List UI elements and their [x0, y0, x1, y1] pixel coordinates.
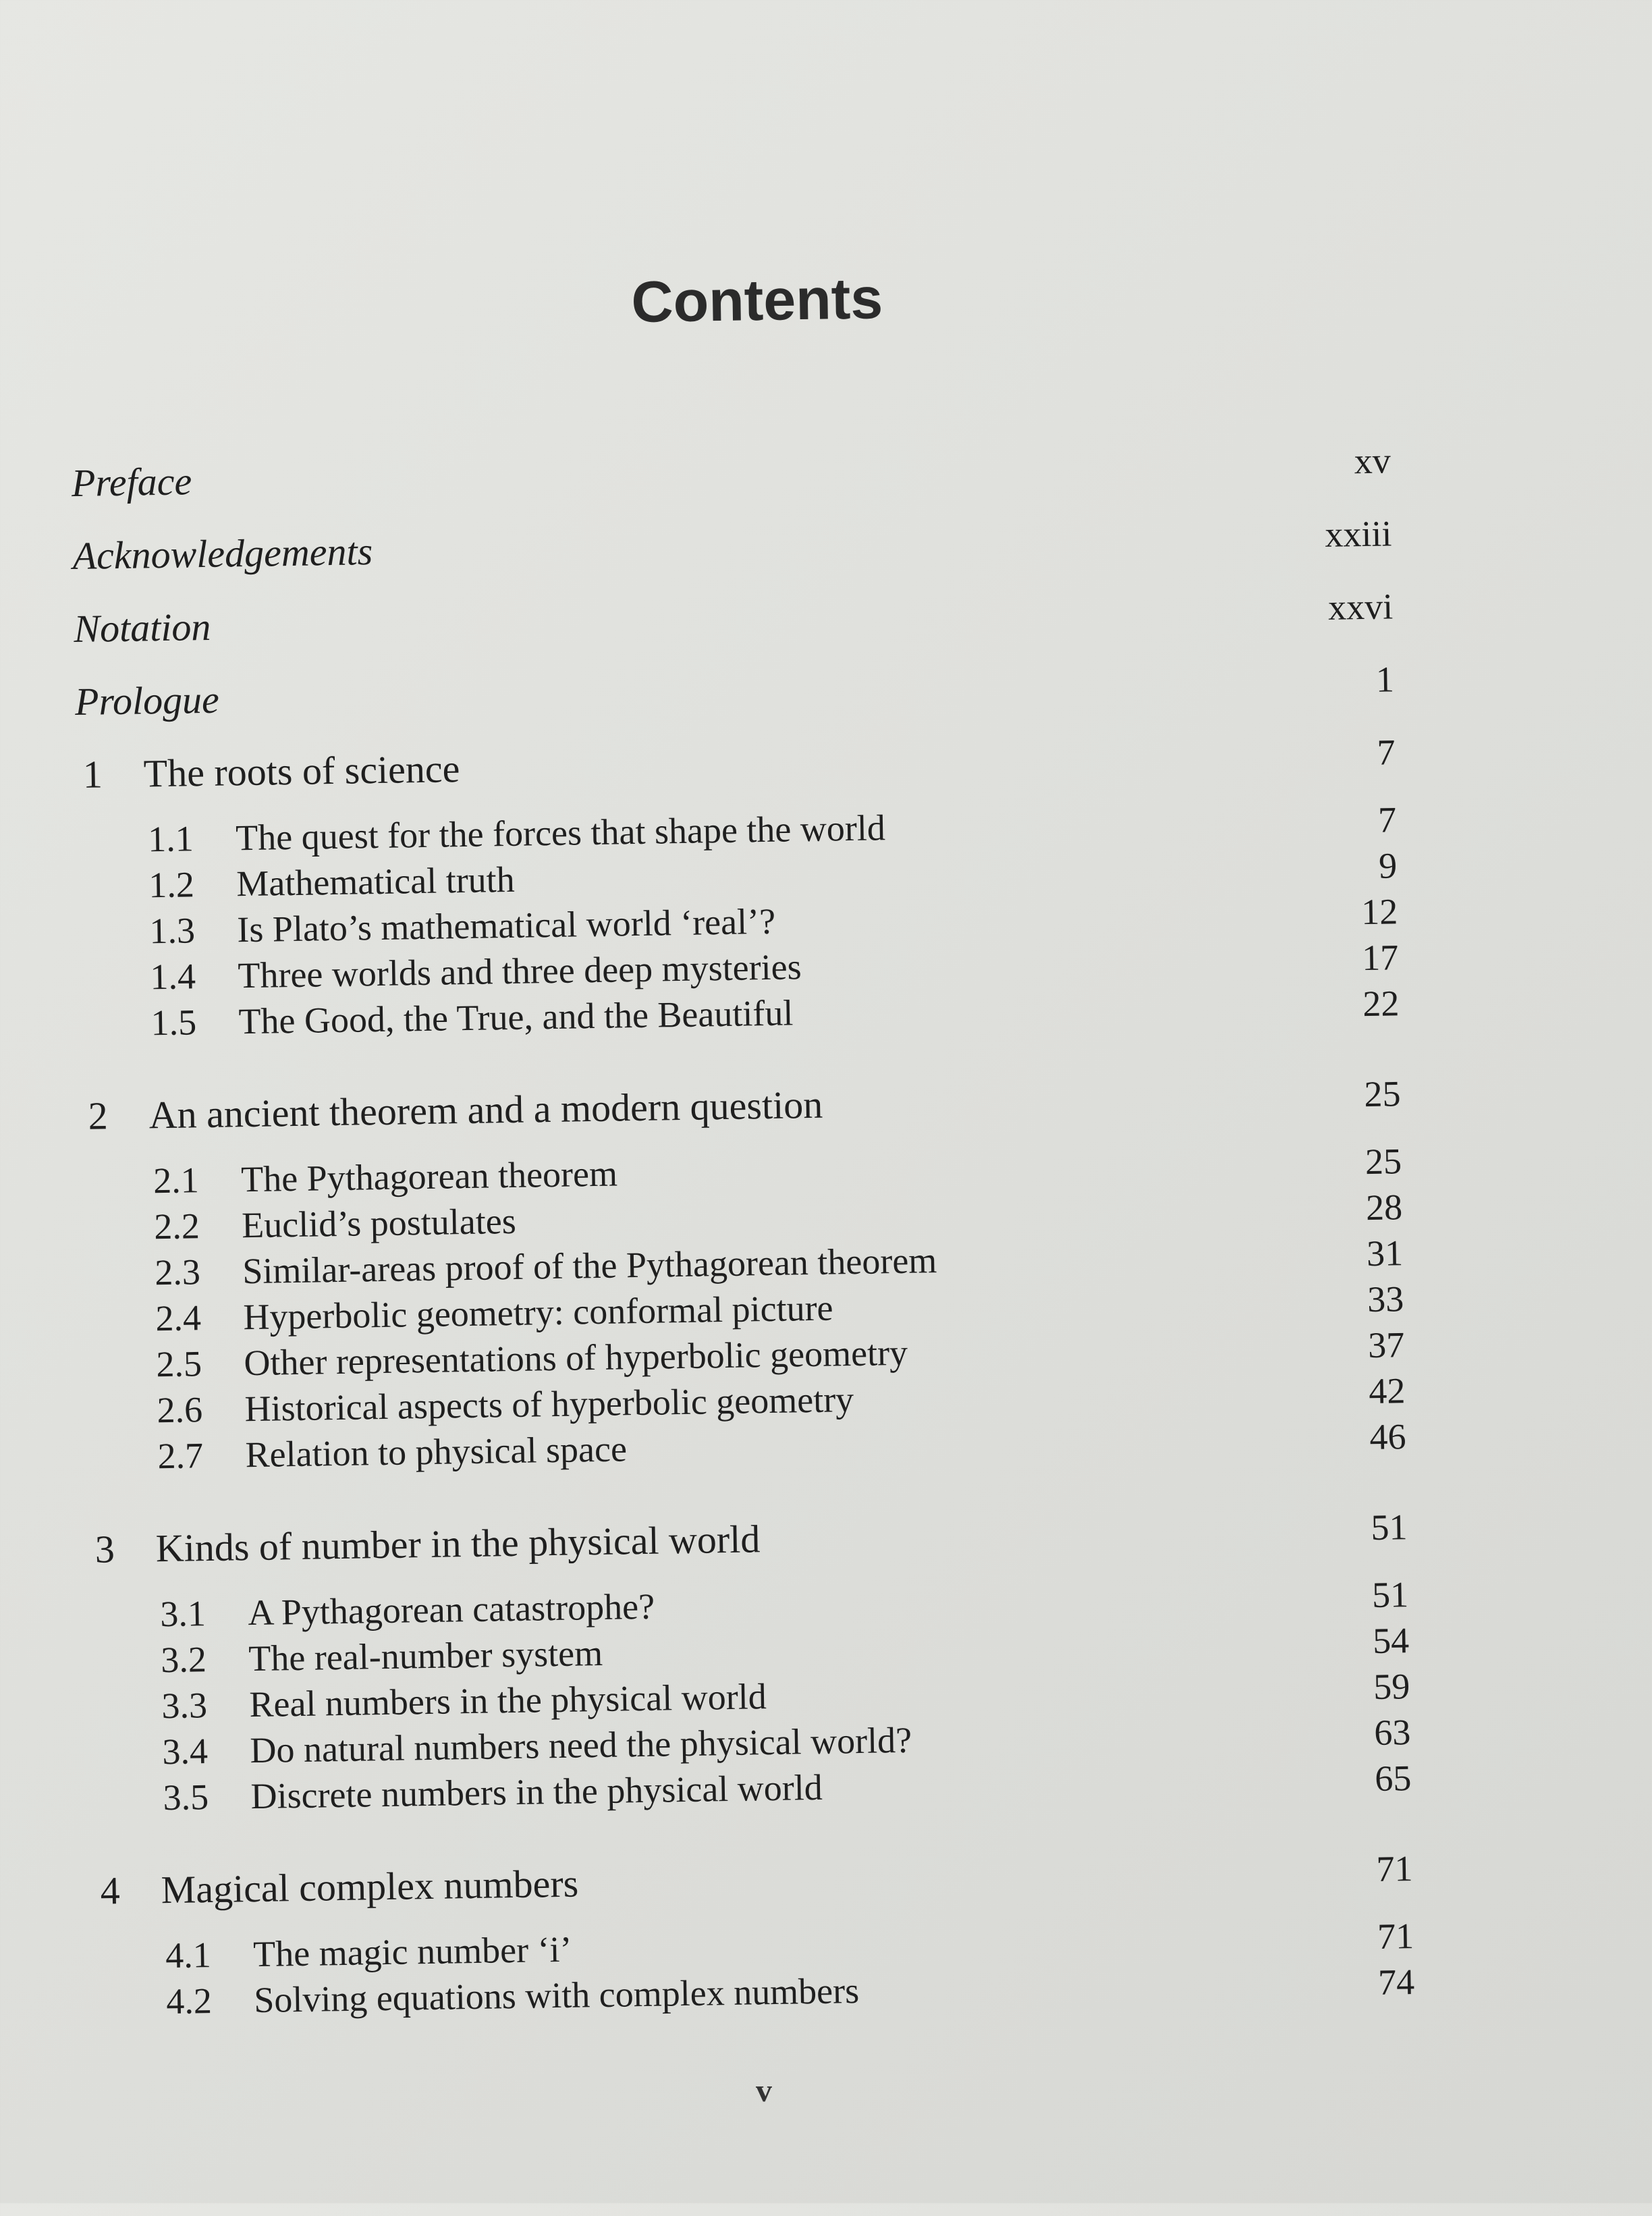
section-title: Hyperbolic geometry: conformal picture [242, 1287, 833, 1338]
page-number: 71 [1375, 1848, 1413, 1889]
front-matter-entry [74, 585, 1394, 653]
front-matter-entry [72, 512, 1392, 580]
page-number: 46 [1369, 1416, 1406, 1458]
section-number: 1.2 [148, 864, 195, 906]
section-entry-text [157, 1428, 627, 1477]
front-matter-entry-text [71, 458, 192, 506]
page-number: 33 [1367, 1278, 1404, 1320]
section-entry-text [160, 1586, 655, 1636]
section-number: 1.5 [150, 1002, 197, 1044]
chapter-entry [100, 1847, 1413, 1916]
page-number: xxiii [1324, 513, 1392, 555]
section-title: A Pythagorean catastrophe? [247, 1586, 655, 1633]
section-number: 1.4 [150, 956, 196, 998]
front-matter-entry [71, 439, 1391, 508]
section-title: The Pythagorean theorem [240, 1153, 618, 1200]
section-number: 2.5 [156, 1343, 202, 1385]
chapter-title: Kinds of number in the physical world [155, 1517, 761, 1571]
section-title: Other representations of hyperbolic geometry [244, 1332, 908, 1384]
chapter-number: 2 [88, 1093, 109, 1138]
page-number: xxvi [1327, 586, 1394, 628]
page-number: 1 [1375, 659, 1395, 700]
section-number: 3.3 [161, 1685, 208, 1727]
chapter-entry-text [82, 746, 460, 797]
page-number: 59 [1373, 1666, 1410, 1707]
section-entry-text [153, 1152, 618, 1201]
section-number: 2.7 [157, 1435, 204, 1477]
entry-label: Preface [71, 459, 192, 506]
section-title: Similar-areas proof of the Pythagorean theorem [242, 1240, 937, 1292]
chapter-title: An ancient theorem and a modern question [148, 1082, 823, 1137]
section-title: The quest for the forces that shape the world [235, 807, 886, 859]
section-number: 2.2 [153, 1206, 200, 1247]
chapter-number: 3 [94, 1527, 115, 1571]
page-number: 74 [1377, 1962, 1415, 2003]
section-entry-text [165, 1928, 572, 1976]
front-matter-entry [75, 658, 1395, 726]
page-number: 7 [1377, 799, 1397, 840]
section-title: Discrete numbers in the physical world [250, 1766, 823, 1817]
section-title: Is Plato’s mathematical world ‘real’? [236, 900, 776, 950]
chapter-entry [82, 731, 1396, 799]
page-number: 42 [1368, 1370, 1406, 1412]
page-number: xv [1354, 440, 1392, 482]
section-entry-text [154, 1200, 516, 1247]
page-number: 37 [1367, 1324, 1405, 1366]
chapter-entry-text [88, 1082, 823, 1139]
front-matter-entry-text [72, 529, 373, 578]
page-number: 25 [1363, 1073, 1401, 1115]
page-number: 25 [1365, 1141, 1402, 1183]
page-folio: v [756, 2073, 772, 2109]
section-entry-text [148, 807, 886, 860]
chapter-number: 4 [100, 1868, 121, 1913]
entry-label: Notation [73, 604, 211, 651]
section-title: Do natural numbers need the physical world? [250, 1719, 912, 1771]
section-entry-text [161, 1632, 603, 1681]
chapter-entry [88, 1073, 1401, 1141]
page-number: 65 [1374, 1758, 1412, 1799]
section-number: 2.6 [157, 1389, 203, 1431]
section-number: 3.1 [159, 1593, 206, 1635]
section-title: Real numbers in the physical world [248, 1676, 767, 1725]
section-number: 4.2 [165, 1980, 213, 2022]
section-title: The magic number ‘i’ [252, 1928, 572, 1975]
section-title: Euclid’s postulates [241, 1200, 517, 1246]
section-entry-text [148, 859, 515, 907]
page-title: Contents [630, 266, 883, 335]
section-title: The Good, the True, and the Beautiful [238, 992, 794, 1042]
section-title: Mathematical truth [236, 859, 516, 904]
page-number: 51 [1371, 1574, 1409, 1616]
chapter-number: 1 [82, 752, 103, 796]
page-number: 71 [1377, 1916, 1414, 1957]
section-number: 1.3 [148, 910, 196, 952]
page-number: 51 [1371, 1507, 1408, 1548]
page-number: 7 [1377, 732, 1396, 773]
entry-label: Prologue [74, 677, 220, 724]
section-title: The real-number system [248, 1632, 603, 1679]
section-number: 4.1 [165, 1935, 212, 1976]
page-number: 17 [1361, 937, 1399, 979]
page-number: 9 [1378, 845, 1398, 886]
section-title: Historical aspects of hyperbolic geometry [244, 1379, 854, 1430]
section-number: 2.3 [154, 1251, 201, 1293]
chapter-entry-text [100, 1861, 578, 1914]
page-number: 63 [1373, 1712, 1411, 1753]
page-number: 12 [1360, 891, 1398, 933]
entry-label: Acknowledgements [72, 529, 373, 578]
chapter-entry [94, 1506, 1408, 1574]
section-number: 3.4 [162, 1731, 209, 1773]
chapter-title: The roots of science [143, 747, 460, 796]
front-matter-entry-text [74, 604, 211, 651]
page-number: 28 [1365, 1187, 1403, 1228]
section-entry-text [149, 900, 776, 952]
front-matter-entry-text [75, 677, 220, 724]
section-number: 1.1 [147, 818, 194, 860]
page-number: 22 [1362, 983, 1400, 1025]
page-number: 54 [1372, 1620, 1410, 1661]
section-title: Three worlds and three deep mysteries [237, 946, 802, 996]
section-number: 2.4 [155, 1297, 202, 1339]
page-number: 31 [1366, 1233, 1404, 1274]
section-number: 2.1 [153, 1160, 200, 1201]
chapter-entry-text [94, 1516, 761, 1571]
section-number: 3.5 [163, 1777, 209, 1818]
section-entry-text [161, 1675, 767, 1727]
chapter-title: Magical complex numbers [161, 1861, 579, 1912]
section-number: 3.2 [160, 1639, 207, 1681]
section-title: Relation to physical space [245, 1428, 628, 1476]
section-title: Solving equations with complex numbers [253, 1970, 860, 2021]
